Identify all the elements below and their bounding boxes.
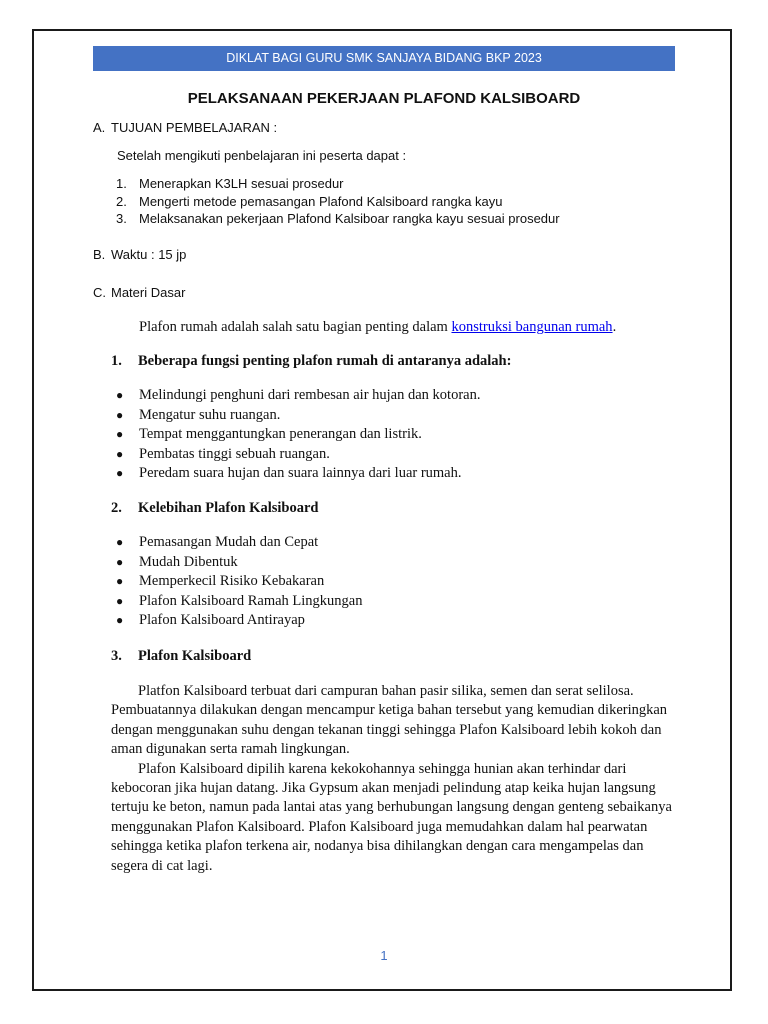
paragraph-2: Plafon Kalsiboard dipilih karena kekokohannya sehingga hunian akan terhindar dari kebocoran jika hujan datang. Jika Gypsum akan menjadi pelindung atap keika hujan langsung tertuju ke beton, namun pada lantai atas yang berhubungan langsung dengan genteng sebaikanya menggunakan Plafon Kalsiboard. Plafon Kalsiboard juga memudahkan dalam hal pearwatan sehingga ketika plafon terkena air, nodanya bisa dihilangkan dengan cara mengampelas dan segera di cat lagi.: [111, 760, 672, 874]
list-item: ● Pembatas tinggi sebuah ruangan.: [116, 445, 330, 462]
subsection-3-heading: 3. Plafon Kalsiboard: [111, 648, 252, 664]
section-a-heading: TUJUAN PEMBELAJARAN :: [111, 120, 278, 135]
functions-list: [116, 386, 481, 484]
section-c-heading: Materi Dasar: [111, 285, 186, 300]
list-item: ● Melindungi penghuni dari rembesan air hujan dan kotoran.: [116, 387, 481, 403]
header-banner: DIKLAT BAGI GURU SMK SANJAYA BIDANG BKP 2023: [93, 46, 675, 71]
paragraph-1: Platfon Kalsiboard terbuat dari campuran bahan pasir silika, semen dan serat selilosa. Pembuatannya dilakukan dengan mencampur ketiga bahan tersebut yang kemudian dikeringkan dengan menggunakan suhu dengan tekanan tinggi sehingga Plafon Kalsiboard lebih kokoh dan aman digunakan serta ramah lingkungan.: [111, 683, 668, 758]
list-item: ● Mudah Dibentuk: [116, 553, 238, 570]
list-item: ● Mengatur suhu ruangan.: [116, 406, 281, 423]
list-item: ● Plafon Kalsiboard Antirayap: [116, 612, 305, 628]
kalsiboard-description: [111, 682, 677, 876]
section-c-intro: Plafon rumah adalah salah satu bagian penting dalam konstruksi bangunan rumah.: [139, 319, 617, 335]
advantages-list: [116, 533, 363, 631]
document-title: PELAKSANAAN PEKERJAAN PLAFOND KALSIBOARD: [187, 90, 581, 107]
list-item: ● Plafon Kalsiboard Ramah Lingkungan: [116, 592, 363, 609]
list-item: ● Pemasangan Mudah dan Cepat: [116, 534, 319, 550]
subsection-2-heading: 2. Kelebihan Plafon Kalsiboard: [111, 500, 319, 516]
list-item: 3. Melaksanakan pekerjaan Plafond Kalsiboar rangka kayu sesuai prosedur: [116, 211, 560, 226]
construction-link[interactable]: konstruksi bangunan rumah: [451, 319, 613, 335]
section-a-letter: A.: [93, 120, 106, 135]
subsection-1-heading: 1. Beberapa fungsi penting plafon rumah di antaranya adalah:: [111, 353, 512, 369]
section-b-letter: B.: [93, 247, 106, 262]
list-item: ● Peredam suara hujan dan suara lainnya dari luar rumah.: [116, 465, 462, 481]
section-c-letter: C.: [93, 285, 106, 300]
section-a-intro: Setelah mengikuti penbelajaran ini peserta dapat :: [117, 148, 407, 163]
objectives-list: [116, 175, 560, 228]
list-item: ● Tempat menggantungkan penerangan dan listrik.: [116, 426, 422, 442]
list-item: 2. Mengerti metode pemasangan Plafond Kalsiboard rangka kayu: [116, 193, 503, 209]
list-item: 1. Menerapkan K3LH sesuai prosedur: [116, 176, 344, 191]
page-number: 1: [380, 948, 388, 963]
section-b-text: Waktu : 15 jp: [111, 247, 187, 262]
list-item: ● Memperkecil Risiko Kebakaran: [116, 573, 325, 589]
